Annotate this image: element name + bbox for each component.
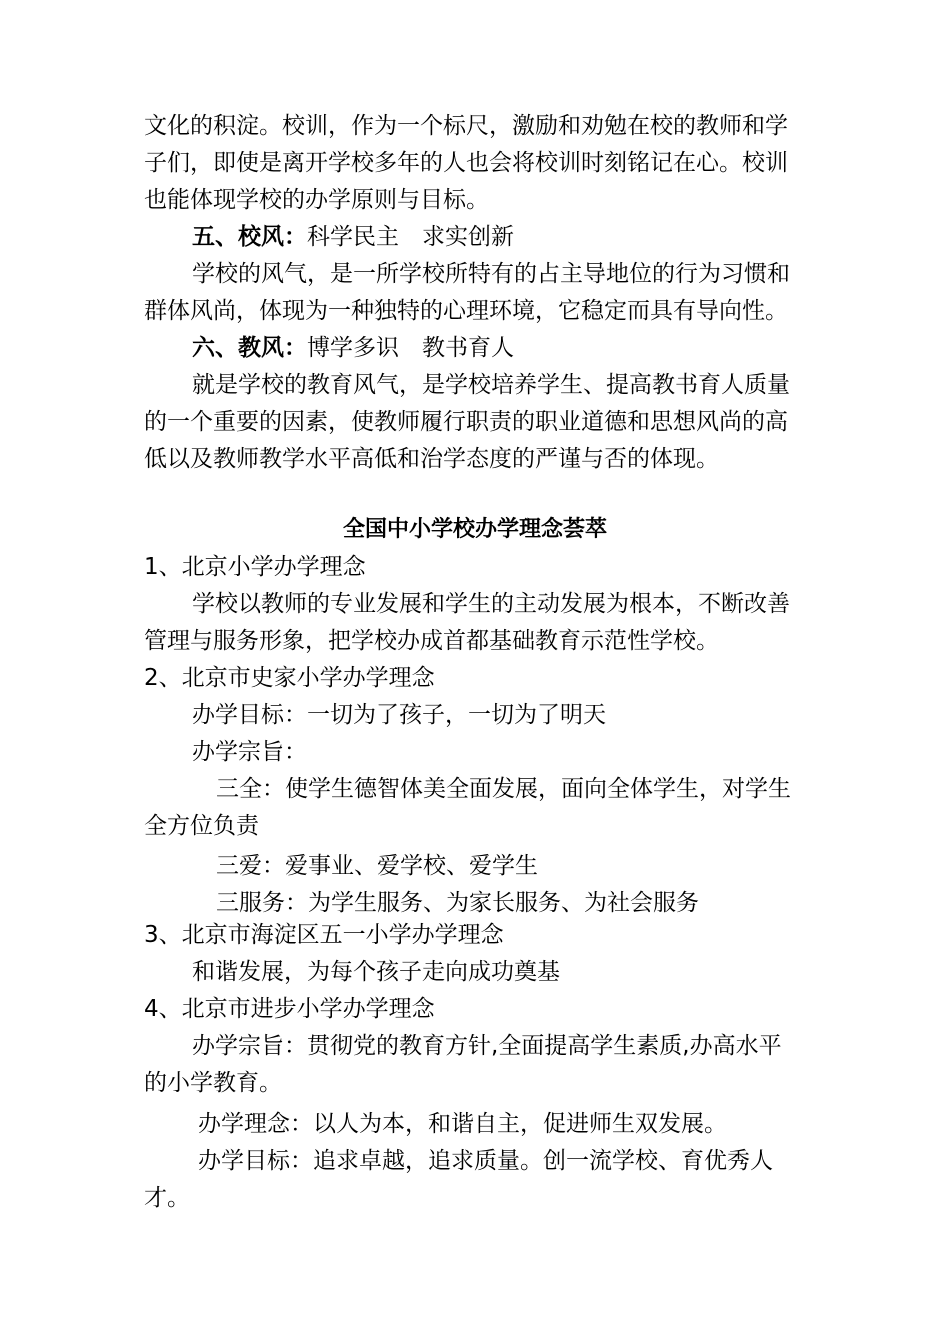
- paragraph-line: 办学目标：追求卓越，追求质量。创一流学校、育优秀人: [198, 1148, 773, 1174]
- section-value: 科学民主 求实创新: [307, 224, 514, 250]
- intro-line: 文化的积淀。校训，作为一个标尺，激励和劝勉在校的教师和学: [144, 113, 788, 139]
- section-school-spirit: [192, 219, 514, 255]
- section-heading: 五、校风：: [192, 224, 307, 250]
- intro-line: 也能体现学校的办学原则与目标。: [144, 187, 489, 213]
- paragraph-line: 全方位负责: [144, 813, 259, 839]
- paragraph-line: 的一个重要的因素，使教师履行职责的职业道德和思想风尚的高: [144, 409, 788, 435]
- paragraph-line: 三服务：为学生服务、为家长服务、为社会服务: [216, 890, 699, 916]
- paragraph-line: 学校以教师的专业发展和学生的主动发展为根本，不断改善: [192, 591, 790, 617]
- document-title: 全国中小学校办学理念荟萃: [342, 517, 607, 542]
- paragraph-line: 办学宗旨：: [192, 739, 307, 765]
- school-heading: 3、北京市海淀区五一小学办学理念: [144, 922, 504, 948]
- section-teaching-style: [192, 330, 514, 366]
- paragraph-line: 三爱：爱事业、爱学校、爱学生: [216, 853, 538, 879]
- paragraph-line: 低以及教师教学水平高低和治学态度的严谨与否的体现。: [144, 446, 719, 472]
- paragraph-line: 才。: [144, 1185, 190, 1211]
- section-heading: 六、教风：: [192, 335, 307, 361]
- intro-line: 子们，即使是离开学校多年的人也会将校训时刻铭记在心。校训: [144, 150, 788, 176]
- school-heading: 1、北京小学办学理念: [144, 554, 366, 580]
- school-heading: 2、北京市史家小学办学理念: [144, 665, 435, 691]
- paragraph-line: 学校的风气，是一所学校所特有的占主导地位的行为习惯和: [192, 261, 790, 287]
- paragraph-line: 就是学校的教育风气，是学校培养学生、提高教书育人质量: [192, 372, 790, 398]
- paragraph-line: 办学宗旨：贯彻党的教育方针,全面提高学生素质,办高水平: [192, 1033, 782, 1059]
- section-value: 博学多识 教书育人: [307, 335, 514, 361]
- paragraph-line: 群体风尚，体现为一种独特的心理环境，它稳定而具有导向性。: [144, 298, 788, 324]
- paragraph-line: 办学理念：以人为本，和谐自主，促进师生双发展。: [198, 1111, 727, 1137]
- paragraph-line: 管理与服务形象，把学校办成首都基础教育示范性学校。: [144, 628, 719, 654]
- paragraph-line: 三全：使学生德智体美全面发展，面向全体学生，对学生: [216, 776, 791, 802]
- school-heading: 4、北京市进步小学办学理念: [144, 996, 435, 1022]
- paragraph-line: 的小学教育。: [144, 1070, 282, 1096]
- paragraph-line: 和谐发展，为每个孩子走向成功奠基: [192, 959, 560, 985]
- paragraph-line: 办学目标：一切为了孩子，一切为了明天: [192, 702, 606, 728]
